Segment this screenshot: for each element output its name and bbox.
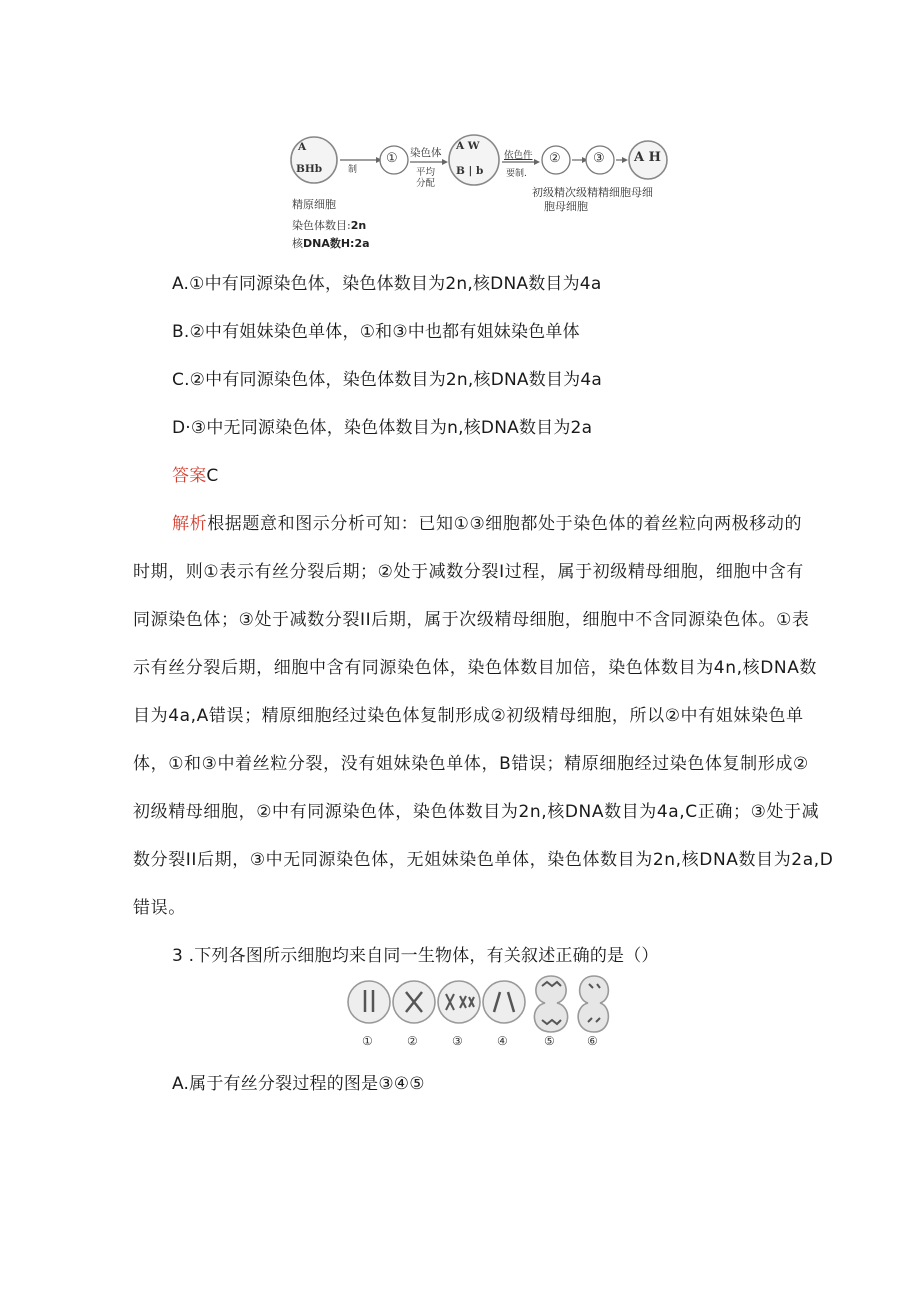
figure-cell-division [342, 972, 612, 1062]
answer-value: C [206, 466, 219, 486]
division-label-1: ① [362, 1034, 373, 1048]
analysis-line-1: 解析根据题意和图示分析可知：已知①③细胞都处于染色体的着丝粒向两极移动的 [172, 514, 803, 534]
question-3-option-a: A.属于有丝分裂过程的图是③④⑤ [172, 1074, 425, 1094]
division-label-3: ③ [452, 1034, 463, 1048]
division-cell-1 [348, 981, 390, 1023]
analysis-line-5: 目为4a,A错误；精原细胞经过染色体复制形成②初级精母细胞，所以②中有姐妹染色单 [133, 706, 804, 726]
arrow1-mid-label: 平均 [416, 167, 436, 178]
figure-cell-division-drawing [342, 972, 612, 1038]
division-cell-3 [438, 981, 480, 1023]
cell0-bottom-label: BHb [296, 163, 323, 175]
answer [172, 461, 218, 486]
cell3-number: ② [549, 151, 561, 166]
option-a: A.①中有同源染色体，染色体数目为2n,核DNA数目为4a [172, 274, 602, 294]
arrow2-top-label: 依色件 [504, 150, 533, 161]
analysis-line-3: 同源染色体；③处于减数分裂II后期，属于次级精母细胞，细胞中不含同源染色体。①表 [133, 610, 810, 630]
arrow1-top-label: 染色体 [410, 147, 442, 159]
division-cell-6 [578, 976, 608, 1032]
option-b: B.②中有姐妹染色单体，①和③中也都有姐妹染色单体 [172, 322, 580, 342]
analysis-line-8: 数分裂II后期，③中无同源染色体，无姐妹染色单体，染色体数目为2n,核DNA数目为2a,D [133, 850, 834, 870]
arrow0-label: 制 [348, 165, 358, 175]
division-label-2: ② [407, 1034, 418, 1048]
division-label-6: ⑥ [587, 1034, 598, 1048]
answer-label: 答案 [172, 466, 207, 486]
figure-spermatogenesis [284, 132, 674, 252]
analysis-line-7: 初级精母细胞，②中有同源染色体，染色体数目为2n,核DNA数目为4a,C正确；③处于减 [133, 802, 820, 822]
cell1-number: ① [386, 151, 398, 166]
option-d: D·③中无同源染色体，染色体数目为n,核DNA数目为2a [172, 418, 593, 438]
analysis-line-2: 时期，则①表示有丝分裂后期；②处于减数分裂I过程，属于初级精母细胞，细胞中含有 [133, 562, 804, 582]
division-label-5: ⑤ [544, 1034, 555, 1048]
analysis-label: 解析 [172, 514, 208, 534]
analysis-line-4: 示有丝分裂后期，细胞中含有同源染色体，染色体数目加倍，染色体数目为4n,核DNA数 [133, 658, 818, 678]
caption-right-line1: 初级精次级精精细胞母细 [532, 186, 653, 199]
analysis-line-6: 体，①和③中着丝粒分裂，没有姐妹染色单体，B错误；精原细胞经过染色体复制形成② [133, 754, 809, 774]
arrow1-bottom-label: 分配 [416, 178, 436, 189]
caption-chromosome-count: 染色体数目:2n [292, 219, 367, 232]
cell0-top-label: A [298, 141, 307, 153]
question-3-stem: 3 .下列各图所示细胞均来自同一生物体，有关叙述正确的是（） [172, 946, 659, 966]
caption-right-line2: 胞母细胞 [544, 200, 588, 213]
cell2-bottom-label: B | b [456, 165, 484, 177]
arrow2-bottom-label: 要制. [506, 169, 527, 179]
division-label-4: ④ [497, 1034, 508, 1048]
analysis-line-9: 错误。 [133, 898, 186, 918]
caption-spermatogonium: 精原细胞 [292, 198, 336, 211]
option-c: C.②中有同源染色体，染色体数目为2n,核DNA数目为4a [172, 370, 602, 390]
cell5-label: A H [634, 150, 661, 165]
cell2-top-label: A W [456, 140, 480, 152]
caption-dna-count: 核DNA数H:2a [292, 237, 370, 250]
cell4-number: ③ [593, 151, 605, 166]
division-cell-4 [483, 981, 525, 1023]
